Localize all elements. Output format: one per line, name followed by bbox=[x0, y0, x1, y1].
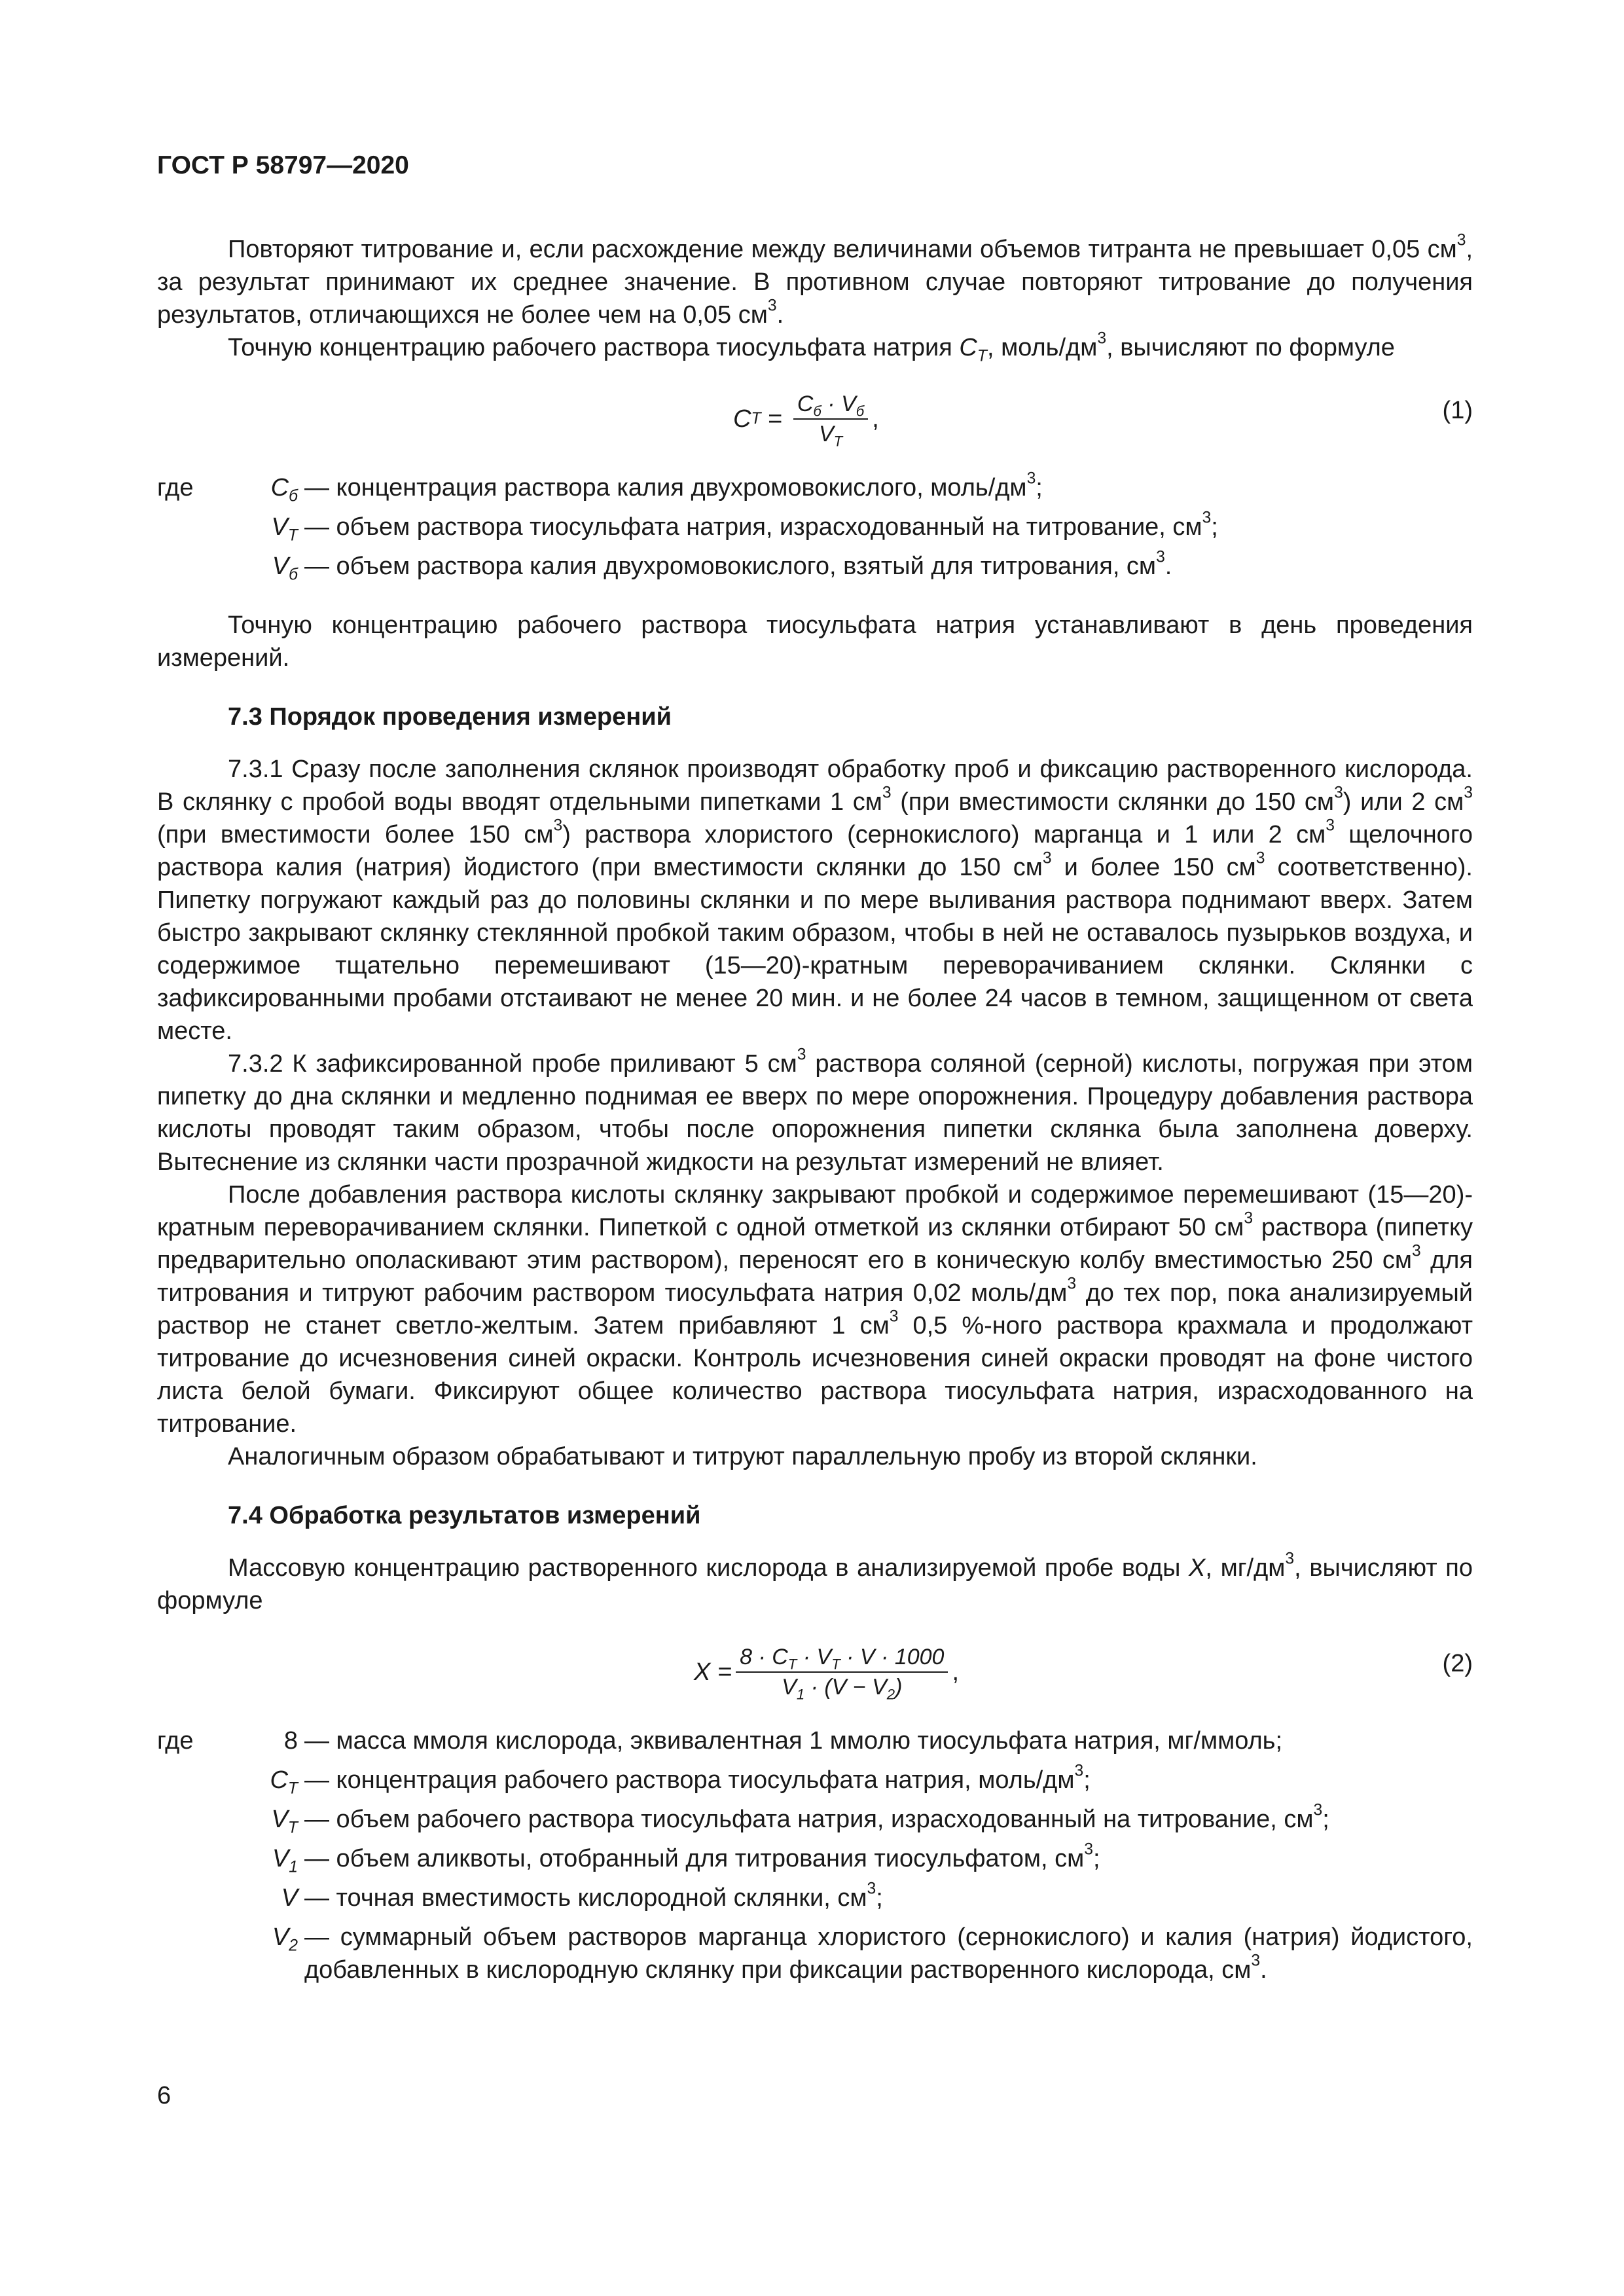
paragraph-7-4-intro: Массовую концентрацию растворенного кислорода в анализируемой пробе воды X, $мг/дм^3$, вычисляют по формуле bbox=[157, 1550, 1473, 1614]
formula-2-fraction: $\frac{8 \cdot C_T \cdot V_T \cdot V \cdot 1000}{V_1 \cdot (V - V_2)}$ bbox=[736, 1643, 948, 1702]
formula-1-number: (1) bbox=[1442, 397, 1473, 424]
where-item: — масса ммоля кислорода, эквивалентная 1 ммолю тиосульфата натрия, мг/ммоль; bbox=[304, 1727, 1283, 1755]
where-item: — объем рабочего раствора тиосульфата натрия, израсходованный на титрование, $см^3$; bbox=[304, 1801, 1329, 1833]
paragraph-concentration-day: Точную концентрацию рабочего раствора тиосульфата натрия устанавливают в день проведения измерений. bbox=[157, 611, 1473, 672]
paragraph-7-3-1: 7.3.1 Сразу после заполнения склянок производят обработку проб и фиксацию растворенного кислорода. В склянку с пробой воды вводят отдельными пипетками 1 $см^3$ (при вместимости склянки до 150 $см^3$) или 2 $см^3$ (при вместимости более 150 $см^3$) раствора хлористого (сернокислого) марганца и 1 или 2 $см^3$ щелочного раствора калия (натрия) йодистого (при вместимости склянки до 150 $см^3$ и более 150 $см^3$ соответственно). Пипетку погружают каждый раз до половины склянки и по мере выливания раствора поднимают вверх. Затем быстро закрывают склянку стеклянной пробкой таким образом, чтобы в ней не оставалось пузырьков воздуха, и содержимое тщательно перемешивают (15—20)-кратным переворачиванием склянки. Склянки с зафиксированными пробами отстаивают не менее 20 мин. и не более 24 часов в темном, защищенном от света месте. bbox=[157, 756, 1473, 1045]
formula-2-body: X = $\frac{8 \cdot C_T \cdot V_T \cdot V \cdot 1000}{V_1 \cdot (V - V_2)}$ , bbox=[694, 1633, 959, 1711]
page-number: 6 bbox=[157, 2082, 171, 2109]
section-7-4-title: 7.4 Обработка результатов измерений bbox=[228, 1502, 701, 1529]
page bbox=[157, 149, 1473, 2013]
where-item: — объем раствора тиосульфата натрия, израсходованный на титрование, $см^3$; bbox=[304, 509, 1218, 541]
where-list-2: где 8 — масса ммоля кислорода, эквивалентная 1 ммолю тиосульфата натрия, мг/ммоль; $C_T$ — концентрация рабочего раствора тиосульфата натрия, моль/$дм^3$; $V_T$ — объем рабочего раствора тиосульфата натрия, израсходованный на титрование, $см^3$; $V_1$ — объем аликвоты, отобранный для титрования тиосульфатом, $см^3$; V — точная вместимость кислородной склянки, $см^3$; $V_2$ — суммарный объем растворов марганца хлористого (сернокислого) и калия (натрия) йодистого, добавленных в кислородную склянку при фиксации растворенного кислорода, $см^3$. bbox=[157, 1724, 1473, 1986]
document-header: ГОСТ Р 58797—2020 bbox=[157, 151, 409, 179]
paragraph-7-3-2: 7.3.2 К зафиксированной пробе приливают 5 $см^3$ раствора соляной (серной) кислоты, погружая при этом пипетку до дна склянки и медленно поднимая ее вверх по мере опорожнения. Процедуру добавления раствора кислоты проводят таким образом, чтобы после опорожнения пипетки склянка была заполнена доверху. Вытеснение из склянки части прозрачной жидкости на результат измерений не влияет. bbox=[157, 1046, 1473, 1176]
where-item: — объем раствора калия двухромовокислого, взятый для титрования, $см^3$. bbox=[304, 548, 1172, 580]
where-item: — точная вместимость кислородной склянки, $см^3$; bbox=[304, 1880, 883, 1912]
section-7-3-title: 7.3 Порядок проведения измерений bbox=[228, 703, 672, 731]
formula-1-fraction: $\frac{C_б \cdot V_б}{V_T}$ bbox=[793, 390, 868, 448]
where-list-1: где $C_б$ — концентрация раствора калия двухромовокислого, моль/$дм^3$; $V_T$ — объем раствора тиосульфата натрия, израсходованный на титрование, $см^3$; $V_б$ — объем раствора калия двухромовокислого, взятый для титрования, $см^3$. bbox=[157, 471, 1473, 583]
where-item: — концентрация рабочего раствора тиосульфата натрия, моль/$дм^3$; bbox=[304, 1762, 1091, 1794]
where-item: — объем аликвоты, отобранный для титрования тиосульфатом, $см^3$; bbox=[304, 1840, 1100, 1872]
formula-2-number: (2) bbox=[1442, 1650, 1473, 1677]
paragraph-after-acid: После добавления раствора кислоты склянку закрывают пробкой и содержимое перемешивают (15—20)-кратным переворачиванием склянки. Пипеткой с одной отметкой из склянки отбирают 50 $см^3$ раствора (пипетку предварительно ополаскивают этим раствором), переносят его в коническую колбу вместимостью 250 $см^3$ для титрования и титруют рабочим раствором тиосульфата натрия 0,02 моль/$дм^3$ до тех пор, пока анализируемый раствор не станет светло-желтым. Затем прибавляют 1 $см^3$ 0,5 %-ного раствора крахмала и продолжают титрование до исчезновения синей окраски. Контроль исчезновения синей окраски проводят на фоне чистого листа белой бумаги. Фиксируют общее количество раствора тиосульфата натрия, израсходованного на титрование. bbox=[157, 1181, 1473, 1438]
formula-2 bbox=[157, 1633, 1473, 1711]
paragraph-repeat-titration: Повторяют титрование и, если расхождение между величинами объемов титранта не превышает 0,05 $см^3$, за результат принимают их среднее значение. В противном случае повторяют титрование до получения результатов, отличающихся не более чем на 0,05 $см^3$. bbox=[157, 231, 1473, 329]
where-item: — суммарный объем растворов марганца хлористого (сернокислого) и калия (натрия) йодистого, добавленных в кислородную склянку при фиксации растворенного кислорода, $см^3$. bbox=[304, 1923, 1473, 1984]
paragraph-concentration-intro: Точную концентрацию рабочего раствора тиосульфата натрия $C_T$, моль/$дм^3$, вычисляют по формуле bbox=[228, 329, 1395, 365]
paragraph-parallel-sample: Аналогичным образом обрабатывают и титруют параллельную пробу из второй склянки. bbox=[228, 1443, 1257, 1470]
formula-1 bbox=[157, 380, 1473, 458]
where-item: — концентрация раствора калия двухромовокислого, моль/$дм^3$; bbox=[304, 469, 1043, 501]
formula-1-body: C T = $\frac{C_б \cdot V_б}{V_T}$ , bbox=[733, 380, 879, 458]
